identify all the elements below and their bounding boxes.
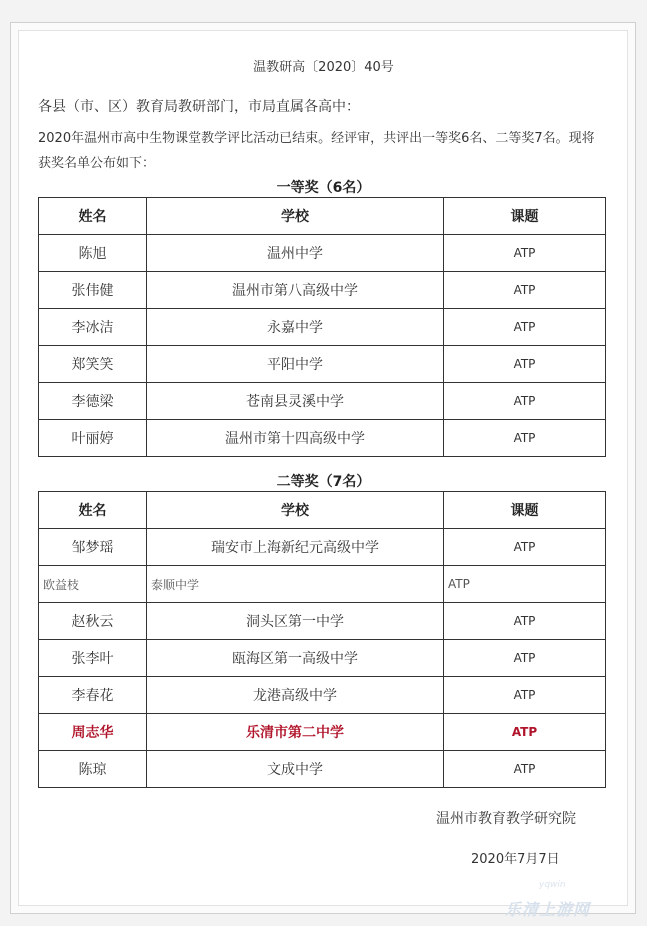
- winner-topic: ATP: [444, 383, 606, 420]
- winner-name: 陈琼: [39, 751, 147, 788]
- winner-topic: ATP: [444, 640, 606, 677]
- winner-topic: ATP: [444, 677, 606, 714]
- winner-topic: ATP: [444, 529, 606, 566]
- winner-topic: ATP: [444, 566, 606, 603]
- table-row: [39, 309, 606, 346]
- winner-school: 乐清市第二中学: [147, 714, 444, 751]
- table-row: [39, 677, 606, 714]
- first-prize-title: 一等奖（6名）: [276, 180, 371, 196]
- second-prize-table: [38, 491, 606, 788]
- winner-topic: ATP: [444, 603, 606, 640]
- winner-school: 苍南县灵溪中学: [147, 383, 444, 420]
- header-name: 姓名: [39, 198, 147, 235]
- winner-name: 李冰洁: [39, 309, 147, 346]
- winner-topic: ATP: [444, 420, 606, 457]
- winner-school: 温州市第十四高级中学: [147, 420, 444, 457]
- table-row: [39, 751, 606, 788]
- table-row: [39, 566, 606, 603]
- header-topic: 课题: [444, 198, 606, 235]
- issue-date: 2020年7月7日: [471, 852, 560, 867]
- winner-name: 欧益枝: [39, 566, 147, 603]
- table-row: [39, 346, 606, 383]
- watermark-sub: yqwin: [539, 880, 566, 890]
- winner-name: 张伟健: [39, 272, 147, 309]
- table-row: [39, 383, 606, 420]
- winner-name: 周志华: [39, 714, 147, 751]
- winner-topic: ATP: [444, 309, 606, 346]
- winner-name: 张李叶: [39, 640, 147, 677]
- winner-topic: ATP: [444, 235, 606, 272]
- winner-topic: ATP: [444, 751, 606, 788]
- winner-name: 李德梁: [39, 383, 147, 420]
- table-row: [39, 272, 606, 309]
- header-school: 学校: [147, 492, 444, 529]
- winner-name: 陈旭: [39, 235, 147, 272]
- winner-school: 文成中学: [147, 751, 444, 788]
- winner-topic: ATP: [444, 714, 606, 751]
- winner-school: 瓯海区第一高级中学: [147, 640, 444, 677]
- winner-name: 李春花: [39, 677, 147, 714]
- winner-school: 泰顺中学: [147, 566, 444, 603]
- header-school: 学校: [147, 198, 444, 235]
- second-prize-title: 二等奖（7名）: [276, 474, 371, 490]
- table-row: [39, 640, 606, 677]
- header-name: 姓名: [39, 492, 147, 529]
- site-watermark: [505, 880, 635, 920]
- winner-school: 洞头区第一中学: [147, 603, 444, 640]
- winner-topic: ATP: [444, 272, 606, 309]
- winner-name: 邹梦瑶: [39, 529, 147, 566]
- winner-name: 赵秋云: [39, 603, 147, 640]
- salutation: 各县（市、区）教育局教研部门，市局直属各高中：: [38, 99, 360, 115]
- intro-paragraph: 2020年温州市高中生物课堂教学评比活动已结束。经评审，共评出一等奖6名、二等奖7名。现将获奖名单公布如下：: [38, 131, 595, 171]
- table-header-row: [39, 492, 606, 529]
- table-header-row: [39, 198, 606, 235]
- winner-name: 郑笑笑: [39, 346, 147, 383]
- table-row: [39, 529, 606, 566]
- winner-school: 温州中学: [147, 235, 444, 272]
- winner-topic: ATP: [444, 346, 606, 383]
- document-number: 温教研高〔2020〕40号: [253, 60, 394, 75]
- winner-school: 龙港高级中学: [147, 677, 444, 714]
- winner-school: 永嘉中学: [147, 309, 444, 346]
- table-row: [39, 603, 606, 640]
- issuer-signature: 温州市教育教学研究院: [436, 811, 576, 827]
- header-topic: 课题: [444, 492, 606, 529]
- winner-school: 温州市第八高级中学: [147, 272, 444, 309]
- winner-school: 瑞安市上海新纪元高级中学: [147, 529, 444, 566]
- watermark-text: 乐清上游网: [505, 900, 591, 919]
- winner-school: 平阳中学: [147, 346, 444, 383]
- table-row: [39, 235, 606, 272]
- winner-name: 叶丽婷: [39, 420, 147, 457]
- table-row-highlighted: [39, 714, 606, 751]
- first-prize-table: [38, 197, 606, 457]
- table-row: [39, 420, 606, 457]
